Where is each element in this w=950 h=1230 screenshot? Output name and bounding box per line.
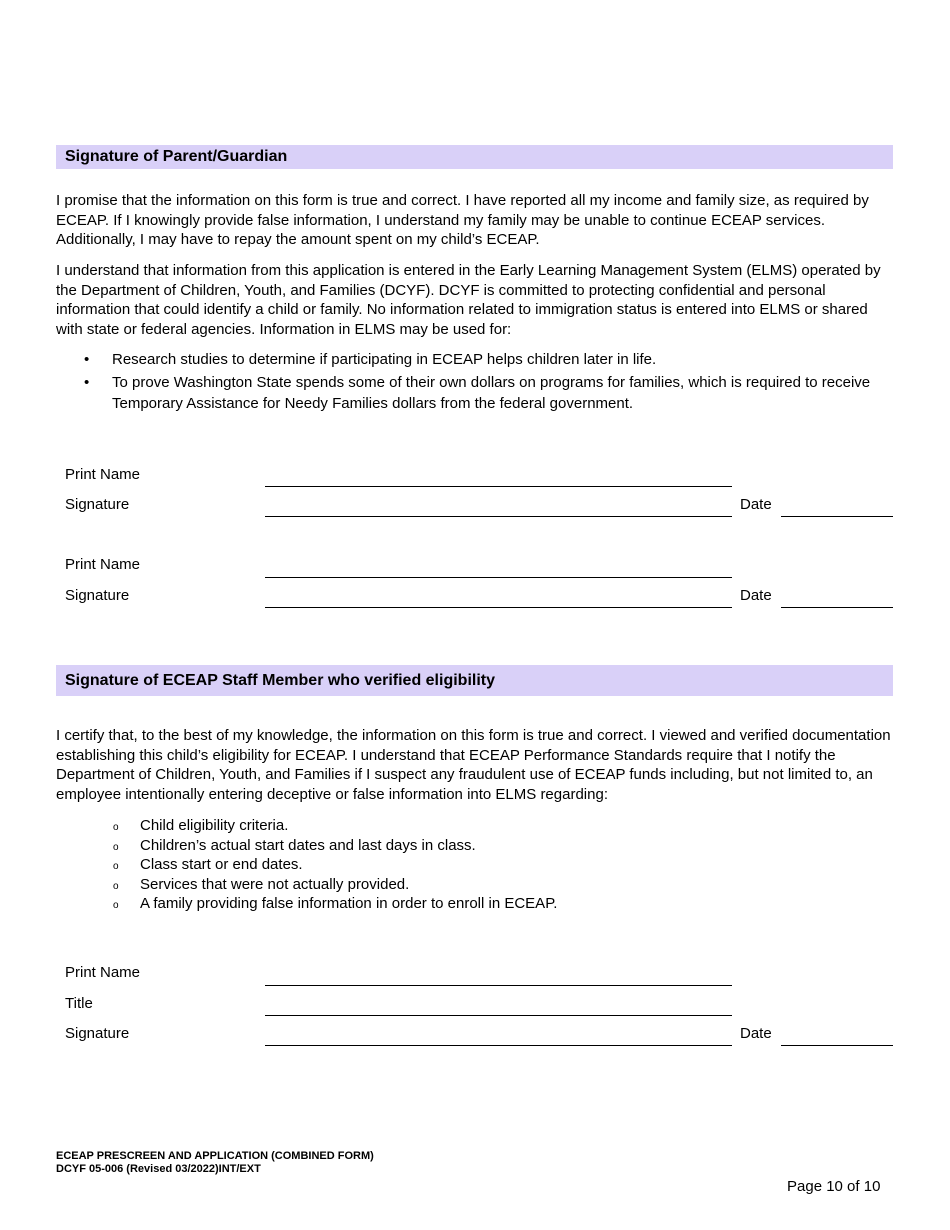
- staff-date-field[interactable]: [781, 1045, 893, 1046]
- parent-signature-heading: Signature of Parent/Guardian: [56, 145, 893, 169]
- print-name-label: Print Name: [65, 964, 141, 981]
- date-field-1[interactable]: [781, 516, 893, 517]
- fraud-items-list: [56, 816, 898, 914]
- print-name-field-1[interactable]: [265, 486, 732, 487]
- date-field-2[interactable]: [781, 607, 893, 608]
- staff-signature-field[interactable]: [265, 1045, 732, 1046]
- signature-field-2[interactable]: [265, 607, 732, 608]
- signature-label: Signature: [65, 496, 130, 513]
- staff-title-field[interactable]: [265, 1015, 732, 1016]
- signature-field-1[interactable]: [265, 516, 732, 517]
- date-label: Date: [740, 587, 772, 604]
- list-item: o Services that were not actually provided.: [56, 875, 898, 895]
- form-code: DCYF 05-006 (Revised 03/2022)INT/EXT: [56, 1163, 261, 1175]
- staff-print-name-field[interactable]: [265, 985, 732, 986]
- list-item: o Class start or end dates.: [56, 855, 898, 875]
- staff-certify-paragraph: I certify that, to the best of my knowledge, the information on this form is true and correct. I viewed and verified documentation establishing this child’s eligibility for ECEAP. I understand that ECEAP Performance Standards require that I notify the Department of Children, Youth, and Families if I suspect any fraudulent use of ECEAP funds including, but not limited to, an employee intentionally entering deceptive or false information into ELMS regarding:: [56, 727, 891, 803]
- elms-info-paragraph: I understand that information from this application is entered in the Early Learning Management System (ELMS) operated by the Department of Children, Youth, and Families (DCYF). DCYF is committed to protecting confidential and personal information that could identify a child or family. No information related to immigration status is entered into ELMS or shared with state or federal agencies. Information in ELMS may be used for:: [56, 262, 881, 338]
- date-label: Date: [740, 1025, 772, 1042]
- list-item: • To prove Washington State spends some of their own dollars on programs for families, which is required to receive Temporary Assistance for Needy Families dollars from the federal government.: [56, 372, 898, 414]
- print-name-label: Print Name: [65, 556, 141, 573]
- elms-uses-list: [56, 349, 898, 416]
- title-label: Title: [65, 995, 93, 1012]
- page-number: Page 10 of 10: [787, 1178, 881, 1195]
- list-item: • Research studies to determine if participating in ECEAP helps children later in life.: [56, 349, 898, 370]
- staff-signature-heading: Signature of ECEAP Staff Member who verified eligibility: [56, 665, 893, 696]
- date-label: Date: [740, 496, 772, 513]
- print-name-field-2[interactable]: [265, 577, 732, 578]
- print-name-label: Print Name: [65, 466, 141, 483]
- list-item: o Child eligibility criteria.: [56, 816, 898, 836]
- parent-promise-paragraph: I promise that the information on this form is true and correct. I have reported all my income and family size, as required by ECEAP. If I knowingly provide false information, I understand my family may be unable to continue ECEAP services. Additionally, I may have to repay the amount spent on my child’s ECEAP.: [56, 192, 869, 248]
- signature-label: Signature: [65, 587, 130, 604]
- form-title: ECEAP PRESCREEN AND APPLICATION (COMBINED FORM): [56, 1150, 374, 1162]
- list-item: o A family providing false information in order to enroll in ECEAP.: [56, 894, 898, 914]
- list-item: o Children’s actual start dates and last days in class.: [56, 836, 898, 856]
- signature-label: Signature: [65, 1025, 130, 1042]
